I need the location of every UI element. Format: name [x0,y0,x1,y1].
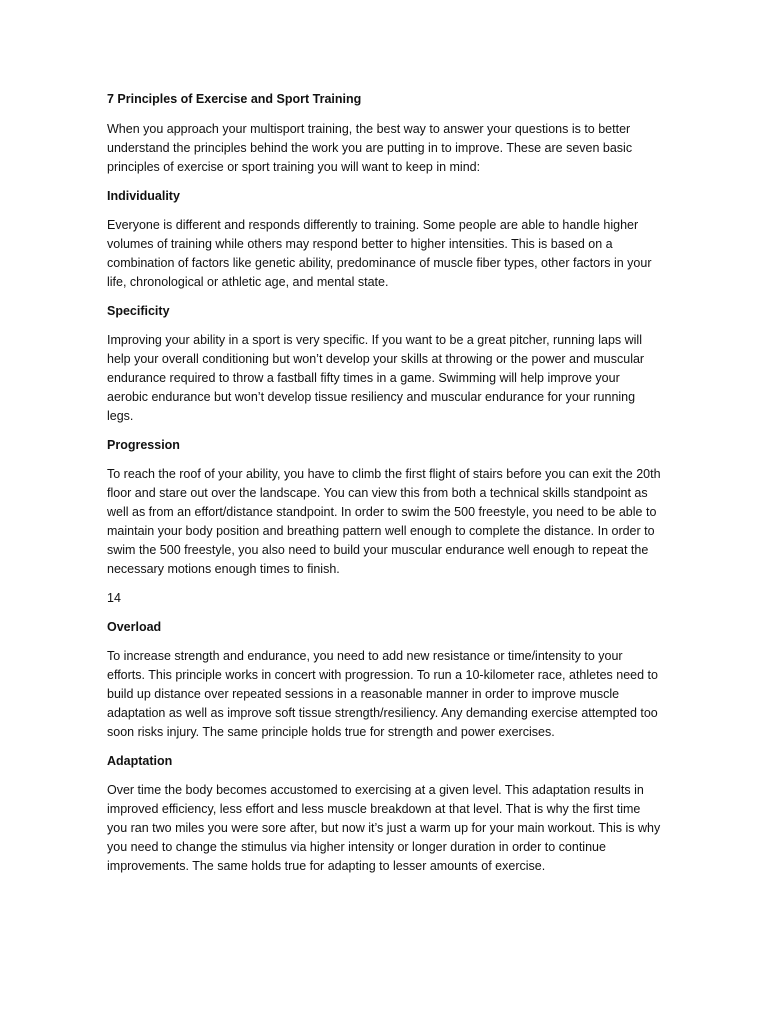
section-body-specificity: Improving your ability in a sport is very specific. If you want to be a great pitcher, running laps will help your overall conditioning but won’t develop your skills at throwing or the power and muscular endurance required to throw a fastball fifty times in a game. Swimming will help improve your aerobic endurance but won’t develop tissue resiliency and muscular endurance for your running legs. [107,333,645,423]
section-heading-progression: Progression [107,438,180,452]
section-heading-individuality: Individuality [107,189,180,203]
section-heading-overload: Overload [107,620,162,634]
section-heading-specificity: Specificity [107,304,170,318]
section-body-overload: To increase strength and endurance, you need to add new resistance or time/intensity to your efforts. This principle works in concert with progression. To run a 10-kilometer race, athletes need to build up distance over repeated sessions in a reasonable manner in order to improve muscle adaptation as well as improve soft tissue strength/resiliency. Any demanding exercise attempted too soon risks injury. The same principle holds true for strength and power exercises. [107,649,658,739]
section-body-individuality: Everyone is different and responds differently to training. Some people are able to handle higher volumes of training while others may respond better to higher intensities. This is based on a combination of factors like genetic ability, predominance of muscle fiber types, other factors in your life, chronological or athletic age, and mental state. [107,218,652,289]
intro-paragraph: When you approach your multisport training, the best way to answer your questions is to better understand the principles behind the work you are putting in to improve. These are seven basic principles of exercise or sport training you will want to keep in mind: [107,122,633,174]
document-page [107,90,663,886]
document-title: 7 Principles of Exercise and Sport Training [107,92,362,106]
section-body-adaptation: Over time the body becomes accustomed to exercising at a given level. This adaptation results in improved efficiency, less effort and less muscle breakdown at that level. That is why the first time you ran two miles you were sore after, but now it’s just a warm up for your main workout. This is why you need to change the stimulus via higher intensity or longer duration in order to continue improvements. The same holds true for adapting to lesser amounts of exercise. [107,783,661,873]
section-body-progression: To reach the roof of your ability, you have to climb the first flight of stairs before you can exit the 20th floor and stare out over the landscape. You can view this from both a technical skills standpoint as well as from an effort/distance standpoint. In order to swim the 500 freestyle, you need to be able to maintain your body position and breathing pattern well enough to complete the distance. In order to swim the 500 freestyle, you also need to build your muscular endurance well enough to repeat the necessary motions enough times to finish. [107,467,661,576]
page-number: 14 [107,591,121,605]
section-heading-adaptation: Adaptation [107,754,173,768]
